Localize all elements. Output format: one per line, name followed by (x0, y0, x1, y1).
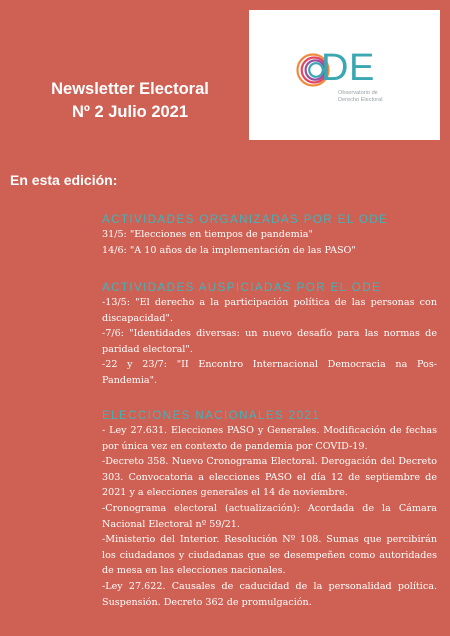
logo-subtitle (338, 90, 382, 104)
list-item: -7/6: "Identidades diversas: un nuevo desafío para las normas de paridad electoral". (102, 328, 437, 355)
section-national-elections (102, 408, 437, 610)
section-organized-activities (102, 212, 437, 258)
list-item: -Ministerio del Interior. Resolución Nº 108. Sumas que percibirán los ciudadanos y ciudadanas que se desempeñen como autoridades de mesa en las elecciones nacionales. (102, 534, 437, 577)
list-item: 31/5: "Elecciones en tiempos de pandemia" (102, 229, 313, 240)
section-sponsored-activities (102, 280, 437, 389)
newsletter-title (0, 78, 260, 124)
newsletter-title-line2: Nº 2 Julio 2021 (71, 103, 189, 121)
list-item: 14/6: "A 10 años de la implementación de las PASO" (102, 244, 356, 256)
ode-logo (249, 10, 440, 140)
section-title: ACTIVIDADES ORGANIZADAS POR EL ODE (102, 213, 389, 226)
section-title: ELECCIONES NACIONALES 2021 (102, 409, 321, 422)
list-item: -Cronograma electoral (actualización): Acordada de la Cámara Nacional Electoral nº 59/21. (102, 502, 437, 530)
logo-letters: DE (321, 47, 375, 89)
list-item: -Ley 27.622. Causales de caducidad de la personalidad política. Suspensión. Decreto 362 de promulgación. (102, 580, 437, 608)
list-item: -13/5: "El derecho a la participación política de las personas con discapacidad". (102, 297, 437, 324)
newsletter-title-line1: Newsletter Electoral (51, 80, 209, 98)
section-title: ACTIVIDADES AUSPICIADAS POR EL ODE (102, 281, 382, 294)
edition-label: En esta edición: (10, 172, 118, 188)
list-item: -22 y 23/7: "II Encontro Internacional Democracia na Pos-Pandemia". (102, 359, 437, 386)
logo-subtitle-line2: Derecho Electoral (338, 97, 383, 103)
list-item: -Decreto 358. Nuevo Cronograma Electoral. Derogación del Decreto 303. Convocatoria a elecciones PASO el día 12 de septiembre de 2021 y a elecciones generales el 14 de noviembre. (102, 456, 437, 499)
logo-subtitle-line1: Observatorio de (338, 90, 378, 96)
list-item: - Ley 27.631. Elecciones PASO y Generales. Modificación de fechas por única vez en contexto de pandemia por COVID-19. (102, 425, 437, 452)
